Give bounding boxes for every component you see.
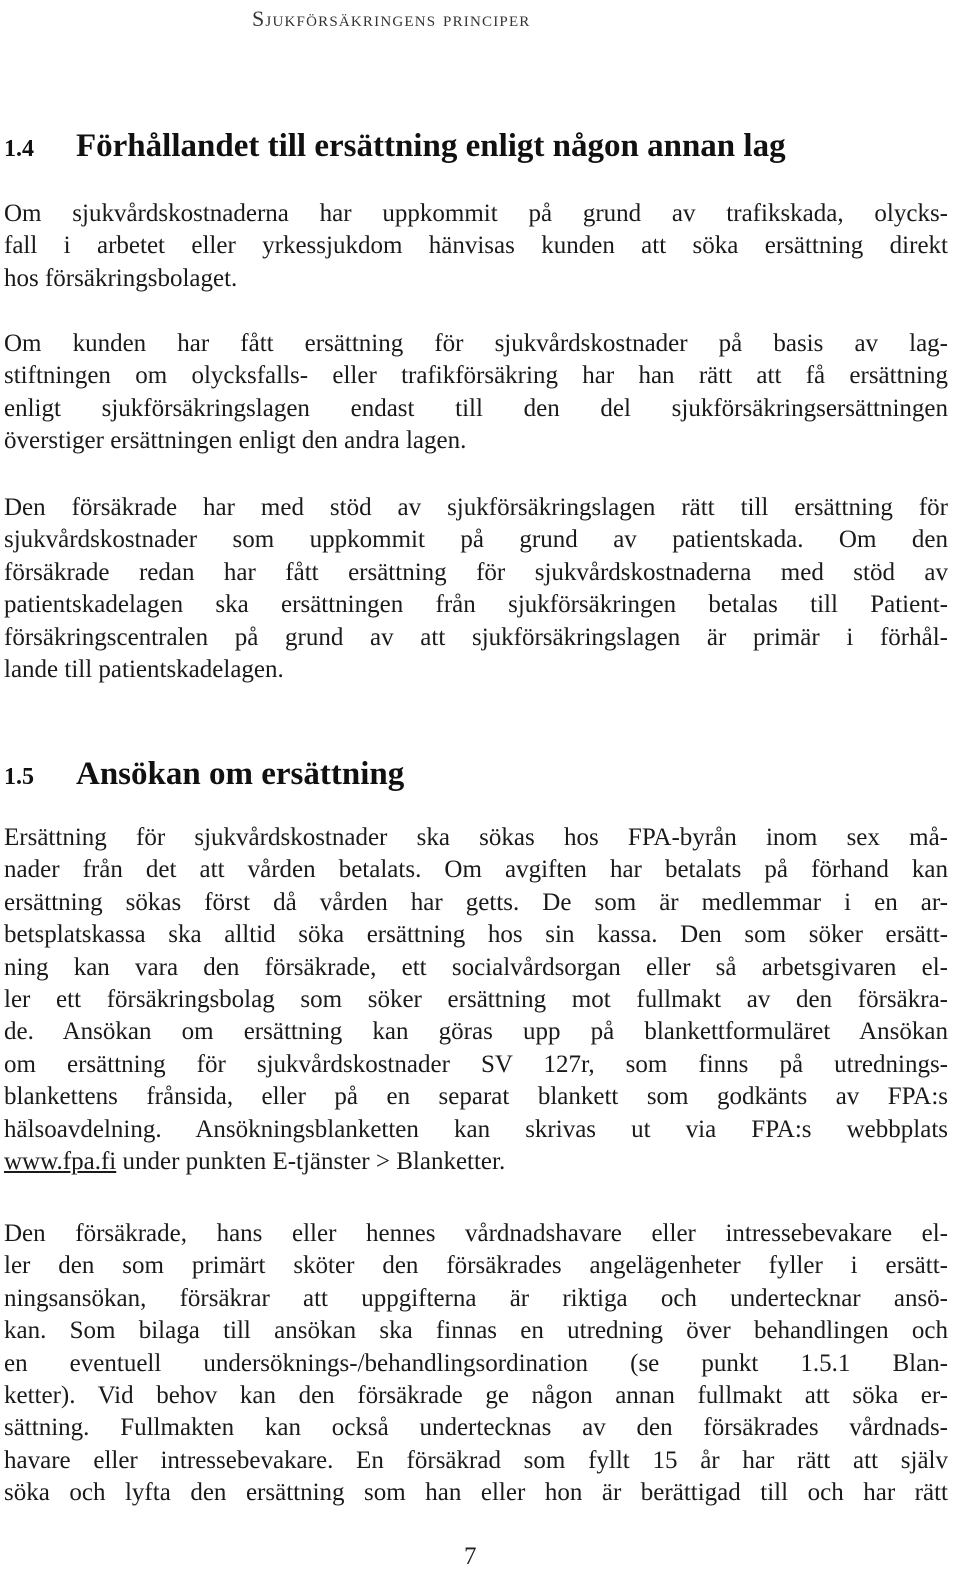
text-line: om ersättning för sjukvårdskostnader SV 127r, som finns på utrednings-: [4, 1050, 948, 1078]
text-line: ler ett försäkringsbolag som söker ersättning mot fullmakt av den försäkra-: [4, 986, 948, 1014]
text-line: de. Ansökan om ersättning kan göras upp på blankettformuläret Ansökan: [4, 1018, 948, 1046]
text-line: sjukvårdskostnader som uppkommit på grund av patientskada. Om den: [4, 526, 948, 554]
text-line: Ersättning för sjukvårdskostnader ska sökas hos FPA-byrån inom sex må-: [4, 824, 948, 851]
text-line: ersättning sökas först då vården har getts. De som är medlemmar i en ar-: [4, 888, 948, 916]
text-line: en eventuell undersöknings-/behandlingsordination (se punkt 1.5.1 Blan-: [4, 1349, 948, 1377]
running-header: Sjukförsäkringens principer: [252, 6, 531, 31]
text-line: stiftningen om olycksfalls- eller trafikförsäkring har han rätt att få ersättning: [4, 362, 948, 390]
section-number: 1.5: [4, 764, 34, 790]
text-line: nader från det att vården betalats. Om avgiften har betalats på förhand kan: [4, 856, 948, 884]
paragraph: [4, 198, 948, 295]
paragraph: [4, 1218, 948, 1510]
text-line: ning kan vara den försäkrade, ett socialvårdsorgan eller så arbetsgivaren el-: [4, 953, 948, 981]
text-line: söka och lyfta den ersättning som han eller hon är berättigad till och har rätt: [4, 1479, 948, 1507]
text-line: hälsoavdelning. Ansökningsblanketten kan skrivas ut via FPA:s webbplats: [4, 1115, 948, 1143]
text-line: överstiger ersättningen enligt den andra lagen.: [4, 427, 467, 455]
text-line: ketter). Vid behov kan den försäkrade ge någon annan fullmakt att söka er-: [4, 1382, 948, 1410]
text-line: patientskadelagen ska ersättningen från sjukförsäkringen betalas till Patient-: [4, 591, 948, 619]
section-heading-1-4: [4, 128, 786, 165]
paragraph: [4, 328, 948, 458]
text-line: försäkrade redan har fått ersättning för sjukvårdskostnaderna med stöd av: [4, 558, 948, 586]
text-line: Den försäkrade har med stöd av sjukförsäkringslagen rätt till ersättning för: [4, 494, 948, 521]
text-line: blankettens frånsida, eller på en separat blankett som godkänts av FPA:s: [4, 1083, 948, 1111]
page-number: 7: [464, 1543, 477, 1570]
text-line: sättning. Fullmakten kan också undertecknas av den försäkrades vårdnads-: [4, 1414, 948, 1442]
text-line: enligt sjukförsäkringslagen endast till den del sjukförsäkringsersättningen: [4, 394, 948, 422]
text-line: fall i arbetet eller yrkessjukdom hänvisas kunden att söka ersättning direkt: [4, 232, 948, 260]
paragraph: [4, 492, 948, 686]
text-line-with-link: [4, 1146, 948, 1178]
text-line: betsplatskassa ska alltid söka ersättning hos sin kassa. Den som söker ersätt-: [4, 921, 948, 949]
text-line: Om kunden har fått ersättning för sjukvårdskostnader på basis av lag-: [4, 330, 948, 357]
text-line: ler den som primärt sköter den försäkrades angelägenheter fyller i ersätt-: [4, 1252, 948, 1280]
section-title: Förhållandet till ersättning enligt någon annan lag: [76, 128, 786, 164]
section-heading-1-5: [4, 756, 404, 793]
paragraph: [4, 822, 948, 1178]
section-number: 1.4: [4, 136, 34, 162]
section-title: Ansökan om ersättning: [76, 756, 405, 792]
fpa-website-link[interactable]: www.fpa.fi: [4, 1148, 117, 1176]
text-line: havare eller intressebevakare. En försäkrad som fyllt 15 år har rätt att själv: [4, 1446, 948, 1474]
text-line: hos försäkringsbolaget.: [4, 264, 238, 292]
text-line: kan. Som bilaga till ansökan ska finnas en utredning över behandlingen och: [4, 1317, 948, 1345]
text-line: Den försäkrade, hans eller hennes vårdnadshavare eller intressebevakare el-: [4, 1220, 948, 1247]
text-line: lande till patientskadelagen.: [4, 656, 284, 684]
text-line: Om sjukvårdskostnaderna har uppkommit på grund av trafikskada, olycks-: [4, 200, 948, 227]
text-line: försäkringscentralen på grund av att sjukförsäkringslagen är primär i förhål-: [4, 623, 948, 651]
text-after-link: under punkten E-tjänster > Blanketter.: [116, 1148, 506, 1176]
text-line: ningsansökan, försäkrar att uppgifterna är riktiga och undertecknar ansö-: [4, 1284, 948, 1312]
